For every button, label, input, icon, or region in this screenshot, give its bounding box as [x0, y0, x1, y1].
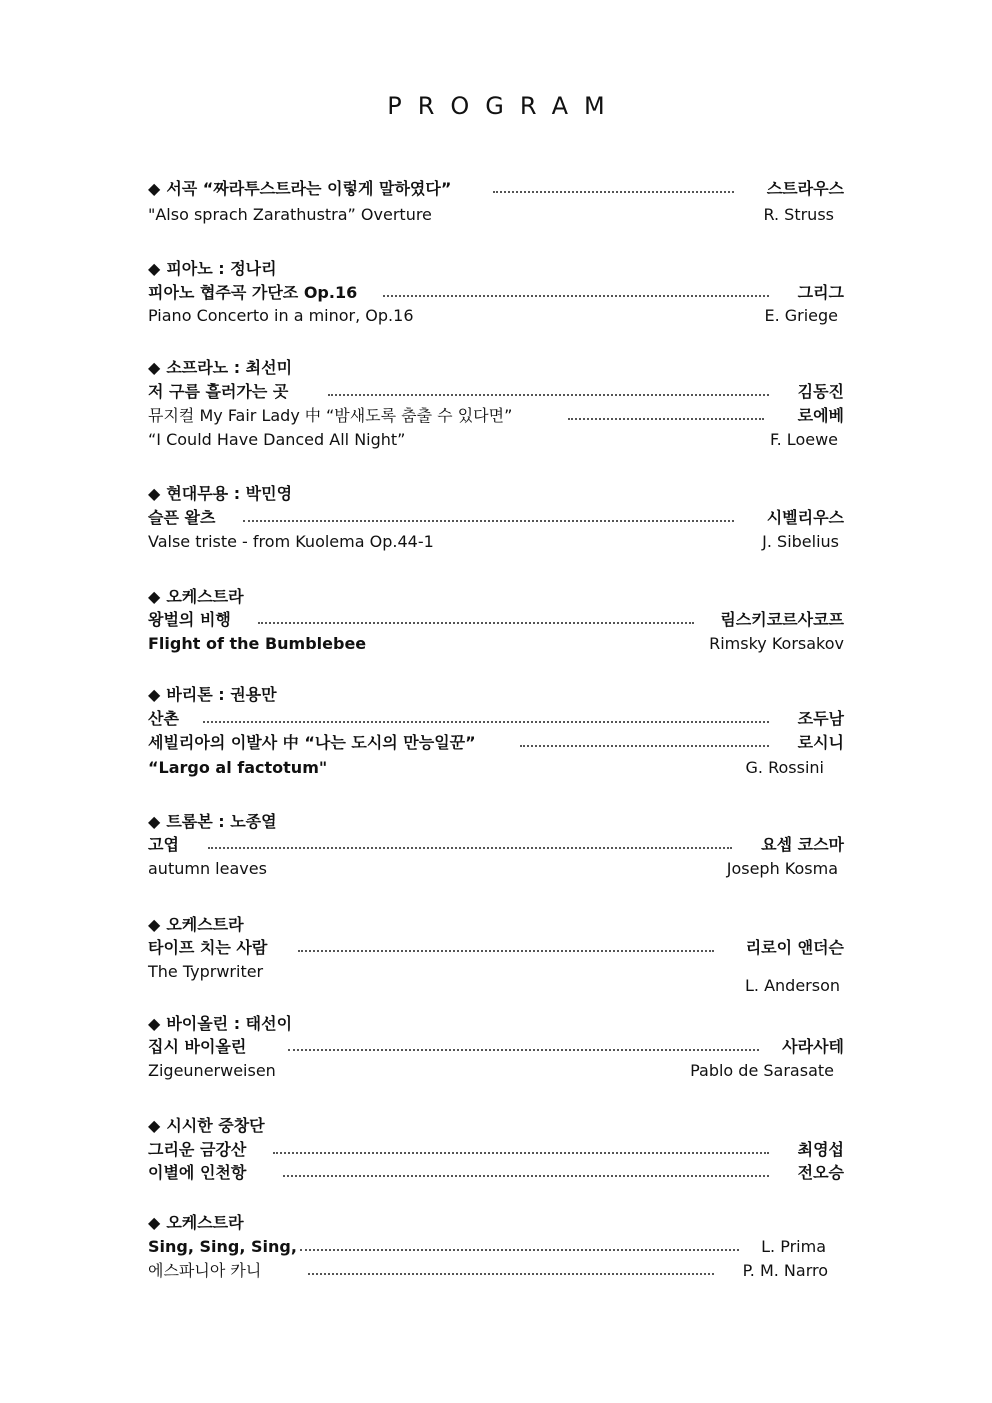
program-entry: [148, 506, 844, 530]
section-header-row: [148, 683, 844, 707]
program-entry: [148, 936, 844, 960]
work-title: 피아노 협주곡 가단조 Op.16: [148, 283, 358, 302]
section-header: 소프라노 : 최선미: [166, 358, 293, 377]
work-title-en: autumn leaves: [148, 859, 267, 878]
composer-en: Pablo de Sarasate: [690, 1061, 834, 1080]
dot-leader: [328, 394, 769, 396]
section-header-row: [148, 585, 844, 609]
composer-en: L. Anderson: [744, 976, 840, 995]
work-title: 슬픈 왈츠: [148, 508, 216, 527]
composer-en: G. Rossini: [745, 758, 824, 777]
diamond-bullet-icon: ◆: [148, 587, 161, 606]
composer: 요셉 코스마: [761, 835, 844, 854]
composer-en: Rimsky Korsakov: [709, 634, 844, 653]
section-header-row: [148, 913, 844, 937]
dot-leader: [300, 1249, 739, 1251]
composer: 로시니: [797, 733, 844, 752]
composer: L. Prima: [761, 1237, 826, 1256]
work-title-en: Piano Concerto in a minor, Op.16: [148, 306, 414, 325]
composer: 스트라우스: [766, 179, 844, 198]
work-title: 뮤지컬 My Fair Lady 中 “밤새도록 춤출 수 있다면”: [148, 406, 513, 425]
section-header: 오케스트라: [166, 587, 244, 606]
program-subtitle-composer: [148, 974, 844, 998]
work-title: 타이프 치는 사람: [148, 938, 268, 957]
section-header: 서곡 “짜라투스트라는 이렇게 말하였다”: [166, 179, 452, 198]
dot-leader: [283, 1175, 769, 1177]
program-subtitle: [148, 530, 844, 554]
program-entry: [148, 1138, 844, 1162]
work-title: 집시 바이올린: [148, 1037, 247, 1056]
program-subtitle: [148, 857, 844, 881]
work-title: 그리운 금강산: [148, 1140, 247, 1159]
program-subtitle: [148, 1059, 844, 1083]
section-header-row: [148, 1012, 844, 1036]
section-header: 시시한 중창단: [166, 1116, 265, 1135]
composer-en: F. Loewe: [770, 430, 838, 449]
section-header: 오케스트라: [166, 1213, 244, 1232]
work-title-en: The Typrwriter: [148, 962, 264, 981]
section-header-row: [148, 810, 844, 834]
composer: 사라사테: [782, 1037, 844, 1056]
composer-en: R. Struss: [763, 205, 834, 224]
program-subtitle: [148, 428, 844, 452]
work-title-en: Valse triste - from Kuolema Op.44-1: [148, 532, 434, 551]
program-entry: [148, 404, 844, 428]
section-header-row: [148, 1211, 844, 1235]
work-title: 저 구름 흘러가는 곳: [148, 382, 289, 401]
dot-leader: [203, 721, 769, 723]
diamond-bullet-icon: ◆: [148, 1116, 161, 1135]
section-header-row: [148, 356, 844, 380]
program-entry: [148, 281, 844, 305]
diamond-bullet-icon: ◆: [148, 259, 161, 278]
composer: 림스키코르사코프: [720, 610, 844, 629]
diamond-bullet-icon: ◆: [148, 685, 161, 704]
section-header-row: [148, 1114, 844, 1138]
work-title: 이별에 인천항: [148, 1163, 247, 1182]
diamond-bullet-icon: ◆: [148, 484, 161, 503]
program-entry: [148, 1161, 844, 1185]
page-title: PROGRAM: [387, 92, 621, 120]
work-title: 에스파니아 카니: [148, 1261, 262, 1280]
section-header: 트롬본 : 노종열: [166, 812, 277, 831]
section-header: 현대무용 : 박민영: [166, 484, 293, 503]
work-title: 고엽: [148, 835, 179, 854]
dot-leader: [383, 295, 769, 297]
program-entry: [148, 1235, 844, 1259]
program-subtitle: [148, 203, 844, 227]
section-header: 바이올린 : 태선이: [166, 1014, 293, 1033]
program-entry: [148, 833, 844, 857]
work-title-en: “Largo al factotum": [148, 758, 328, 777]
dot-leader: [308, 1273, 714, 1275]
section-header: 피아노 : 정나리: [166, 259, 277, 278]
dot-leader: [568, 418, 764, 420]
diamond-bullet-icon: ◆: [148, 179, 161, 198]
diamond-bullet-icon: ◆: [148, 1213, 161, 1232]
work-title-en: “I Could Have Danced All Night”: [148, 430, 406, 449]
section-header-row: [148, 257, 844, 281]
program-subtitle: [148, 632, 844, 656]
composer: 조두남: [797, 709, 844, 728]
program-entry: [148, 1035, 844, 1059]
composer: 그리그: [797, 283, 844, 302]
diamond-bullet-icon: ◆: [148, 812, 161, 831]
composer: 리로이 앤더슨: [745, 938, 844, 957]
program-subtitle: [148, 304, 844, 328]
dot-leader: [258, 622, 694, 624]
composer-en: Joseph Kosma: [726, 859, 838, 878]
work-title-en: Zigeunerweisen: [148, 1061, 276, 1080]
composer: 최영섭: [797, 1140, 844, 1159]
dot-leader: [208, 847, 732, 849]
program-entry-overture: [148, 177, 844, 201]
work-title: Sing, Sing, Sing,: [148, 1237, 297, 1256]
dot-leader: [288, 1049, 759, 1051]
program-entry: [148, 1259, 844, 1283]
composer: P. M. Narro: [742, 1261, 828, 1280]
composer-en: E. Griege: [764, 306, 838, 325]
dot-leader: [298, 950, 714, 952]
section-header: 오케스트라: [166, 915, 244, 934]
dot-leader: [493, 191, 734, 193]
composer: 로에베: [797, 406, 844, 425]
program-entry: [148, 380, 844, 404]
section-header-row: [148, 482, 844, 506]
composer: 전오승: [797, 1163, 844, 1182]
work-title: 산촌: [148, 709, 179, 728]
program-entry: [148, 731, 844, 755]
dot-leader: [273, 1152, 769, 1154]
diamond-bullet-icon: ◆: [148, 915, 161, 934]
dot-leader: [243, 520, 734, 522]
work-title: 세빌리아의 이발사 中 “나는 도시의 만능일꾼”: [148, 733, 476, 752]
composer: 김동진: [797, 382, 844, 401]
dot-leader: [520, 745, 769, 747]
section-header: 바리톤 : 권용만: [166, 685, 277, 704]
diamond-bullet-icon: ◆: [148, 358, 161, 377]
work-title: 왕벌의 비행: [148, 610, 231, 629]
composer: 시벨리우스: [766, 508, 844, 527]
diamond-bullet-icon: ◆: [148, 1014, 161, 1033]
composer-en: J. Sibelius: [762, 532, 839, 551]
program-entry: [148, 707, 844, 731]
work-title-en: "Also sprach Zarathustra” Overture: [148, 205, 432, 224]
work-title-en: Flight of the Bumblebee: [148, 634, 367, 653]
program-subtitle: [148, 756, 844, 780]
program-entry: [148, 608, 844, 632]
